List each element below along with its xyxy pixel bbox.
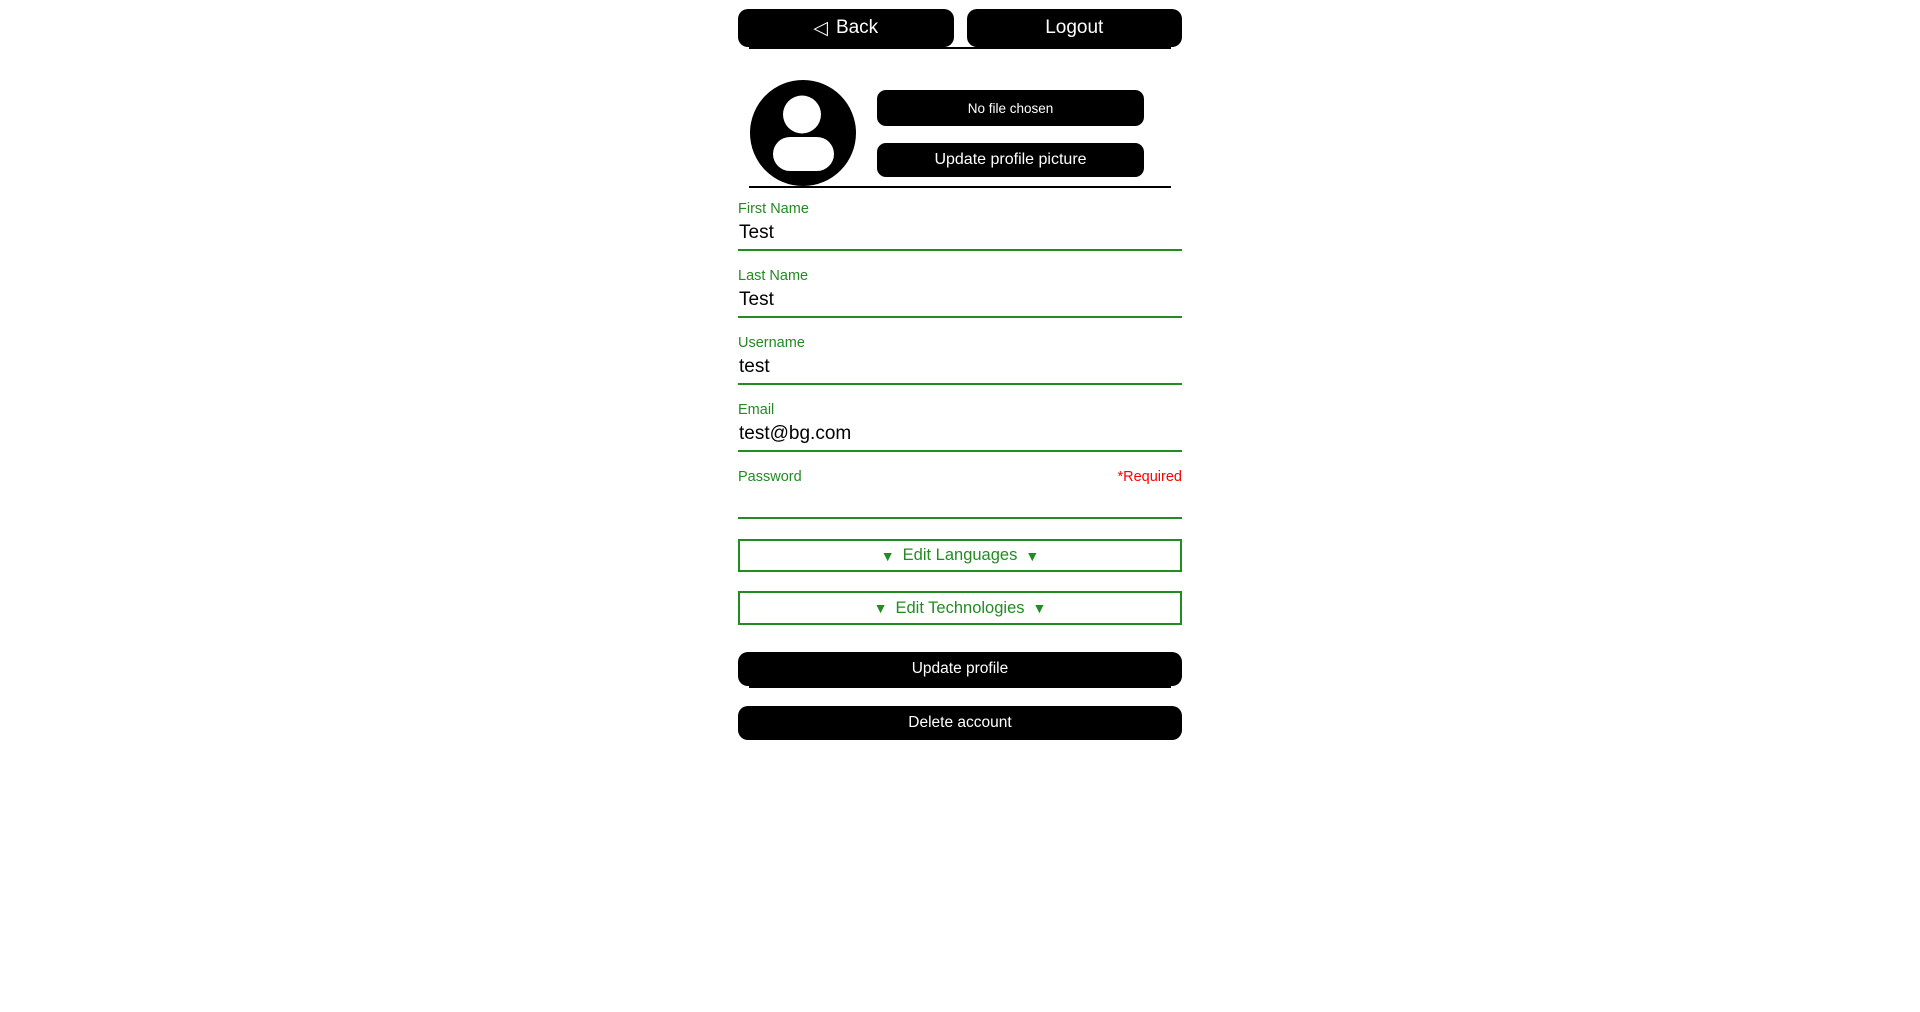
password-field [738, 469, 1182, 519]
username-input[interactable] [738, 354, 1182, 385]
first-name-field [738, 201, 1182, 251]
edit-technologies-label: Edit Technologies [895, 598, 1025, 617]
edit-technologies-button[interactable] [738, 591, 1182, 625]
username-label: Username [738, 335, 805, 351]
update-profile-button[interactable] [738, 652, 1182, 686]
first-name-input[interactable] [738, 220, 1182, 251]
chevron-down-icon: ▼ [1032, 600, 1047, 616]
password-input[interactable] [738, 488, 1182, 519]
last-name-field [738, 268, 1182, 318]
chevron-down-icon: ▼ [880, 547, 895, 564]
profile-page [738, 0, 1182, 740]
picture-button-column [877, 80, 1144, 177]
back-button-label: Back [835, 17, 879, 38]
bottom-divider [749, 686, 1171, 688]
back-arrow-icon: ◁ [813, 17, 828, 39]
required-badge: *Required [1117, 469, 1182, 485]
avatar-divider [749, 186, 1171, 188]
profile-picture-section [738, 80, 1182, 186]
logout-button[interactable] [967, 9, 1183, 47]
email-field [738, 402, 1182, 452]
last-name-label: Last Name [738, 268, 809, 284]
delete-account-label: Delete account [908, 714, 1012, 731]
top-divider [749, 47, 1171, 49]
email-input[interactable] [738, 421, 1182, 452]
first-name-label: First Name [738, 201, 809, 217]
edit-languages-label: Edit Languages [902, 546, 1018, 564]
last-name-input[interactable] [738, 287, 1182, 318]
file-input-label: No file chosen [967, 100, 1054, 116]
file-input-button[interactable] [877, 90, 1144, 126]
password-label: Password [738, 469, 802, 485]
update-picture-button[interactable] [877, 143, 1144, 177]
profile-form [738, 201, 1182, 686]
delete-account-button[interactable] [738, 706, 1182, 740]
chevron-down-icon: ▼ [873, 600, 888, 616]
chevron-down-icon: ▼ [1025, 547, 1040, 564]
top-button-row [738, 9, 1182, 47]
avatar-user-icon [750, 80, 856, 186]
update-picture-label: Update profile picture [934, 151, 1087, 168]
edit-languages-button[interactable] [738, 539, 1182, 572]
update-profile-label: Update profile [911, 660, 1009, 677]
logout-button-label: Logout [1045, 17, 1104, 38]
username-field [738, 335, 1182, 385]
email-label: Email [738, 402, 775, 418]
back-button[interactable] [738, 9, 954, 47]
